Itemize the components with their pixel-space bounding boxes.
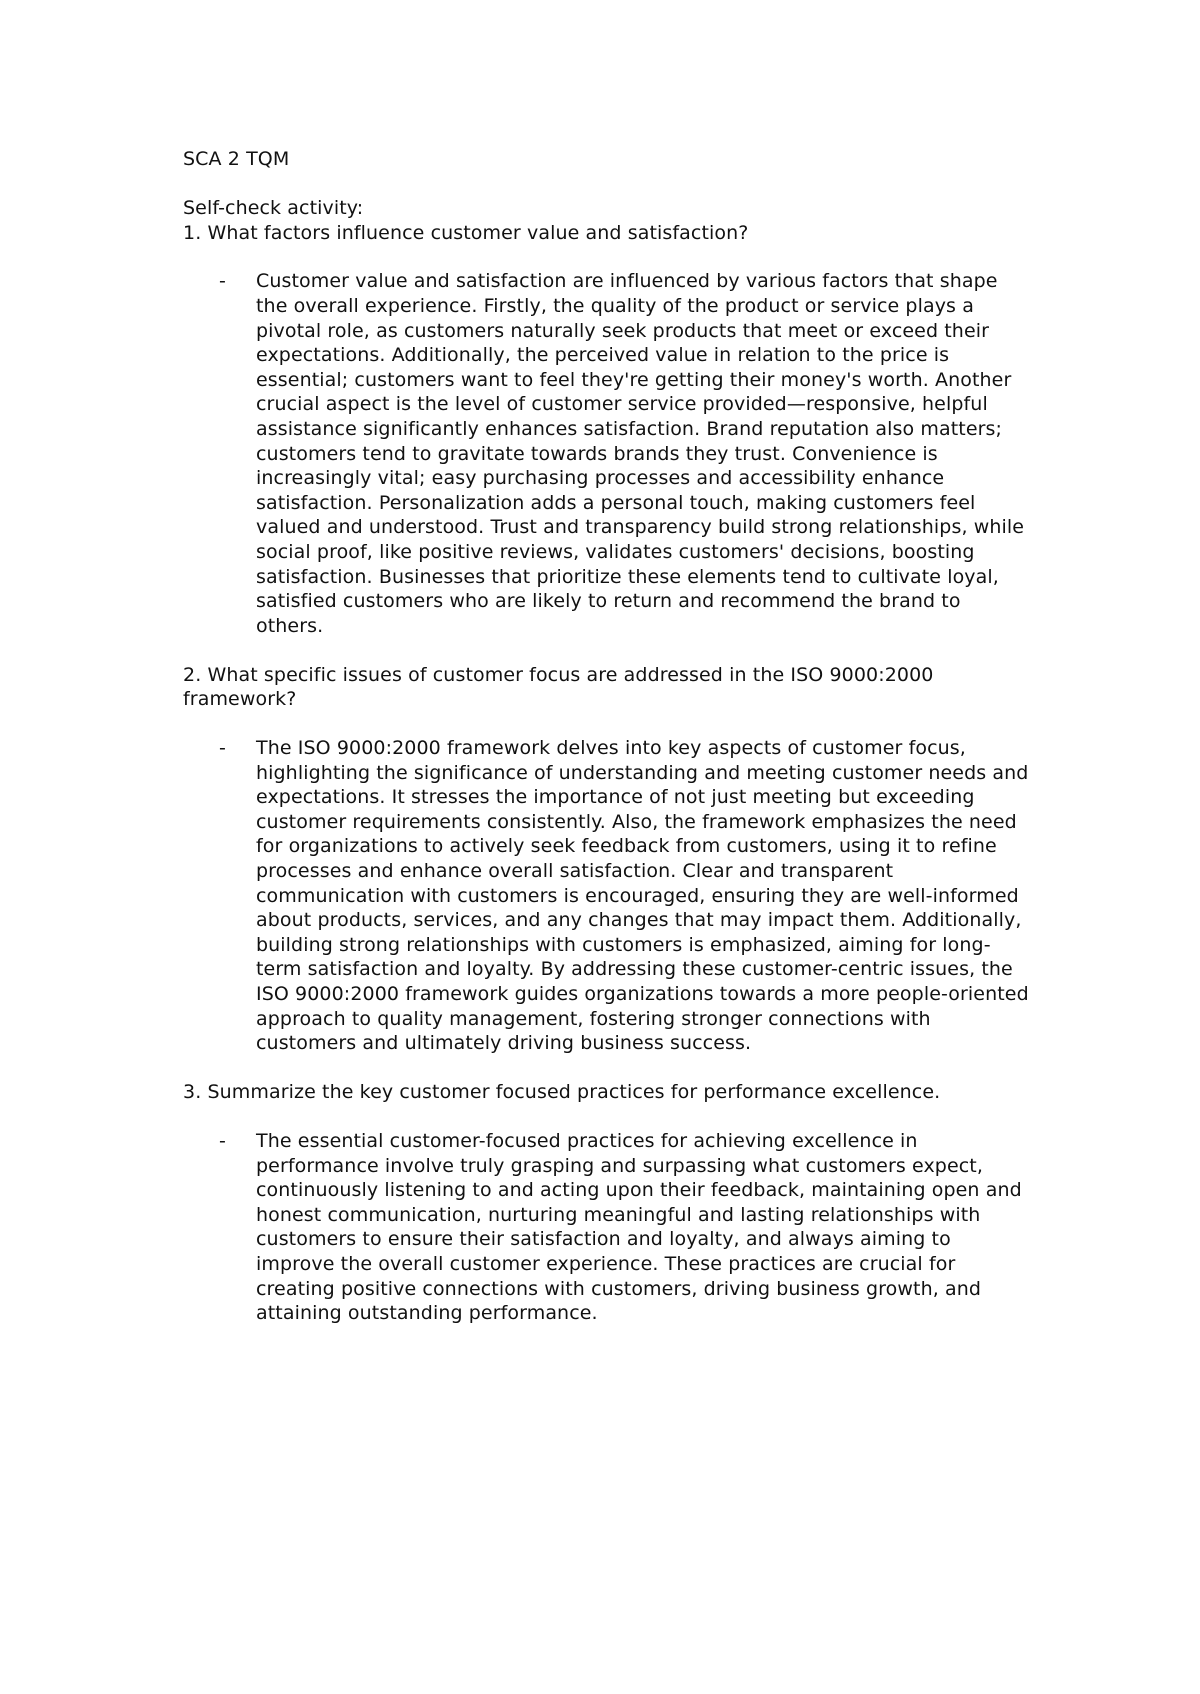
answer-1	[183, 269, 1043, 638]
answer-3-text: The essential customer-focused practices for achieving excellence in performance involve truly grasping and surpassing what customers expect, continuously listening to and acting upon their feedback, maintaining open and honest communication, nurturing meaningful and lasting relationships with customers to ensure their satisfaction and loyalty, and always aiming to improve the overall customer experience. These practices are crucial for creating positive connections with customers, driving business growth, and attaining outstanding performance.	[256, 1129, 1022, 1325]
question-2: 2. What specific issues of customer focus are addressed in the ISO 9000:2000 framework?	[183, 663, 934, 711]
bullet-dash: -	[219, 1129, 226, 1152]
document-title: SCA 2 TQM	[183, 148, 290, 170]
answer-2	[183, 736, 1043, 1056]
answer-3	[183, 1129, 1043, 1326]
answer-1-text: Customer value and satisfaction are influenced by various factors that shape the overall experience. Firstly, the quality of the product or service plays a pivotal role, as customers naturally seek products that meet or exceed their expectations. Additionally, the perceived value in relation to the price is essential; customers want to feel they're getting their money's worth. Another crucial aspect is the level of customer service provided—responsive, helpful assistance significantly enhances satisfaction. Brand reputation also matters; customers tend to gravitate towards brands they trust. Convenience is increasingly vital; easy purchasing processes and accessibility enhance satisfaction. Personalization adds a personal touch, making customers feel valued and understood. Trust and transparency build strong relationships, while social proof, like positive reviews, validates customers' decisions, boosting satisfaction. Businesses that prioritize these elements tend to cultivate loyal, satisfied customers who are likely to return and recommend the brand to others.	[256, 270, 1025, 637]
document-content	[183, 147, 1043, 1350]
bullet-dash: -	[219, 737, 226, 760]
bullet-dash: -	[219, 270, 226, 293]
question-1: 1. What factors influence customer value and satisfaction?	[183, 221, 749, 244]
question-3: 3. Summarize the key customer focused practices for performance excellence.	[183, 1081, 941, 1104]
intro-label: Self-check activity:	[183, 197, 364, 220]
answer-2-text: The ISO 9000:2000 framework delves into key aspects of customer focus, highlighting the significance of understanding and meeting customer needs and expectations. It stresses the importance of not just meeting but exceeding customer requirements consistently. Also, the framework emphasizes the need for organizations to actively seek feedback from customers, using it to refine processes and enhance overall satisfaction. Clear and transparent communication with customers is encouraged, ensuring they are well-informed about products, services, and any changes that may impact them. Additionally, building strong relationships with customers is emphasized, aiming for long-term satisfaction and loyalty. By addressing these customer-centric issues, the ISO 9000:2000 framework guides organizations towards a more people-oriented approach to quality management, fostering stronger connections with customers and ultimately driving business success.	[256, 737, 1029, 1055]
